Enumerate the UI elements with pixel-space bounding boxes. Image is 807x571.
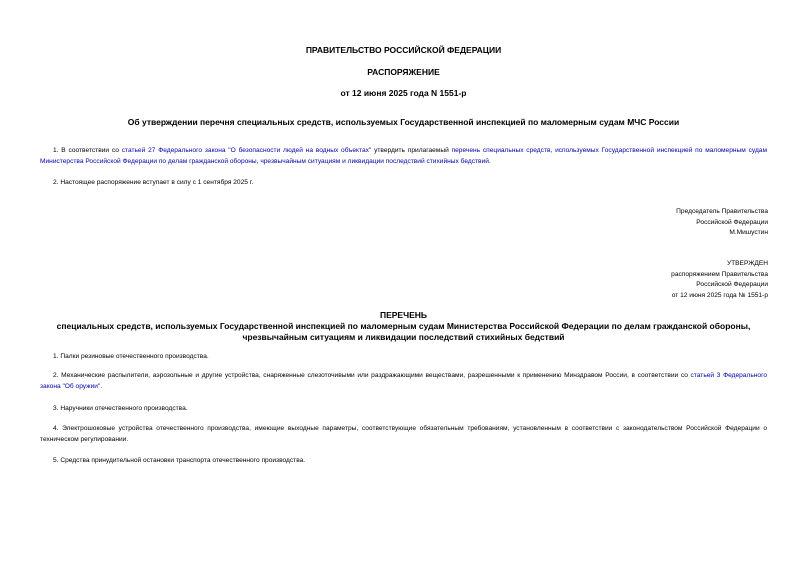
signature-block [560, 207, 768, 239]
list-item-3: 3. Наручники отечественного производства. [53, 405, 188, 412]
approval-line-3: Российской Федерации [696, 281, 768, 288]
list-item-2 [40, 370, 767, 392]
list-item-4: 4. Электрошоковые устройства отечественного производства, имеющие выходные параметры, соответствующие обязательным требованиям, установленным в соответствии с законодательством Российской Федерации о техническом регулировании. [40, 425, 767, 443]
paragraph-1-text-c: . [488, 158, 491, 165]
paragraph-1 [40, 145, 767, 167]
approval-block [560, 259, 768, 301]
list-item-5: 5. Средства принудительной остановки транспорта отечественного производства. [53, 457, 306, 464]
list-subtitle: специальных средств, используемых Государственной инспекцией по маломерным судам Министерства Российской Федерации по делам гражданской обороны, чрезвычайным ситуациям и ликвидации последствий стихийных бедствий [56, 321, 751, 342]
approval-line-2: распоряжением Правительства [671, 270, 768, 278]
paragraph-1-text-b: утвердить прилагаемый [371, 147, 452, 154]
law-article-27-link[interactable]: статьей 27 Федерального закона "О безопасности людей на водных объектах" [121, 147, 372, 154]
list-item-2-text-b: . [100, 383, 103, 390]
signature-name: М.Мишустин [729, 229, 768, 236]
approval-line-1: УТВЕРЖДЕН [726, 260, 768, 267]
document-type: РАСПОРЯЖЕНИЕ [367, 67, 440, 77]
signature-position: Председатель Правительства [676, 208, 768, 215]
list-item-1: 1. Палки резиновые отечественного производства. [53, 353, 209, 360]
approval-line-4: от 12 июня 2025 года № 1551-р [671, 291, 768, 299]
weapons-law-article-3-link[interactable]: статьей 3 Федерального закона "Об оружии" [40, 372, 767, 390]
signature-country: Российской Федерации [696, 218, 768, 226]
document-title: Об утверждении перечня специальных средств, используемых Государственной инспекцией по маломерным судам МЧС России [127, 117, 680, 127]
paragraph-1-text-a: 1. В соответствии со [53, 147, 122, 154]
paragraph-2: 2. Настоящее распоряжение вступает в силу с 1 сентября 2025 г. [53, 179, 254, 186]
document-date-number: от 12 июня 2025 года N 1551-р [340, 88, 467, 98]
list-of-special-means-link[interactable]: перечень специальных средств, используемых Государственной инспекцией по маломерным судам Министерства Российской Федерации по делам гражданской обороны, чрезвычайным ситуациям и ликвидации последствий стихийных бедствий [40, 147, 767, 165]
government-header: ПРАВИТЕЛЬСТВО РОССИЙСКОЙ ФЕДЕРАЦИИ [305, 45, 502, 55]
list-item-2-text-a: 2. Механические распылители, аэрозольные и другие устройства, снаряженные слезоточивыми или раздражающими веществами, разрешенными к применению Минздравом России, в соответствии со [53, 372, 691, 379]
list-heading: ПЕРЕЧЕНЬ [379, 310, 427, 320]
